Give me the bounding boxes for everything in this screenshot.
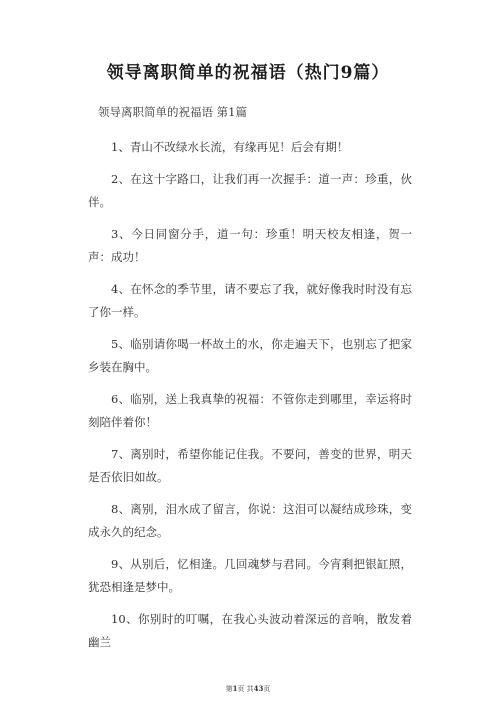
footer-middle: 页 共 <box>237 685 254 693</box>
blessing-paragraph: 7、离别时，希望你能记住我。不要问，善变的世界，明天是否依旧如故。 <box>88 447 412 484</box>
footer-total-pages: 43 <box>253 684 264 693</box>
document-title: 领导离职简单的祝福语（热门9篇） <box>106 63 390 83</box>
page-footer <box>0 684 496 694</box>
blessing-paragraph: 5、临别请你喝一杯故土的水，你走遍天下，也别忘了把家乡装在胸中。 <box>88 337 412 374</box>
document-body <box>88 136 412 663</box>
blessing-paragraph: 2、在这十字路口，让我们再一次握手：道一声：珍重，伙伴。 <box>88 172 412 209</box>
footer-page-number: 1 <box>232 684 238 693</box>
blessing-paragraph: 3、今日同窗分手，道一句：珍重！明天校友相逢，贺一声：成功！ <box>88 227 412 264</box>
section-heading: 领导离职简单的祝福语 第1篇 <box>98 105 247 119</box>
blessing-paragraph: 9、从别后，忆相逢。几回魂梦与君同。今宵剩把银缸照，犹恐相逢是梦中。 <box>88 557 412 594</box>
footer-prefix: 第 <box>225 685 233 693</box>
blessing-paragraph: 1、青山不改绿水长流，有缘再见！后会有期！ <box>111 140 349 154</box>
blessing-paragraph: 8、离别，泪水成了留言，你说：这泪可以凝结成珍珠，变成永久的纪念。 <box>88 502 412 539</box>
blessing-paragraph: 4、在怀念的季节里，请不要忘了我，就好像我时时没有忘了你一样。 <box>88 282 412 319</box>
footer-suffix: 页 <box>263 685 271 693</box>
blessing-paragraph: 6、临别，送上我真挚的祝福：不管你走到哪里，幸运将时刻陪伴着你！ <box>88 392 412 429</box>
blessing-paragraph: 10、你别时的叮嘱，在我心头波动着深远的音响，散发着幽兰 <box>88 612 412 649</box>
